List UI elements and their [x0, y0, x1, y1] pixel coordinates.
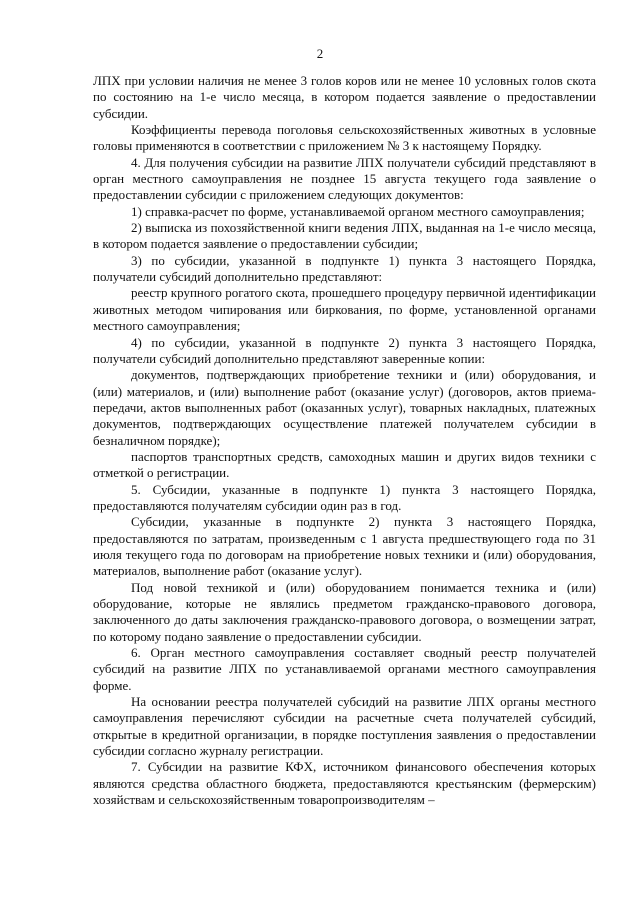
paragraph: 3) по субсидии, указанной в подпункте 1) пункта 3 настоящего Порядка, получатели субсидий дополнительно представляют:	[93, 252, 596, 285]
paragraph: 1) справка-расчет по форме, устанавливаемой органом местного самоуправления;	[131, 203, 585, 219]
paragraph: реестр крупного рогатого скота, прошедшего процедуру первичной идентификации животных методом чипирования или биркования, по форме, установленной органами местного самоуправления;	[93, 285, 596, 334]
document-body	[93, 73, 596, 808]
paragraph: ЛПХ при условии наличия не менее 3 голов коров или не менее 10 условных голов скота по состоянию на 1-е число месяца, в котором подается заявление о предоставлении субсидии.	[93, 73, 596, 121]
paragraph: Под новой техникой и (или) оборудованием понимается техника и (или) оборудование, которые не являлись предметом гражданско-правового договора, заключенного до даты заключения гражданско-правового договора, о возмещении затрат, по которому подано заявление о предоставлении субсидии.	[93, 579, 596, 644]
paragraph: 6. Орган местного самоуправления составляет сводный реестр получателей субсидий на развитие ЛПХ по устанавливаемой органами местного самоуправления форме.	[93, 645, 596, 693]
paragraph: 4. Для получения субсидии на развитие ЛПХ получатели субсидий представляют в орган местного самоуправления не позднее 15 августа текущего года заявление о предоставлении субсидии с приложением следующих документов:	[93, 154, 596, 203]
paragraph: На основании реестра получателей субсидий на развитие ЛПХ органы местного самоуправления перечисляют субсидии на расчетные счета получателей субсидий, открытые в кредитной организации, в порядке поступления заявления о предоставлении субсидии согласно журналу регистрации.	[93, 694, 596, 759]
paragraph: 7. Субсидии на развитие КФХ, источником финансового обеспечения которых являются средства областного бюджета, предоставляются крестьянским (фермерским) хозяйствам и сельскохозяйственным товаропроизводителям –	[93, 759, 596, 808]
paragraph: паспортов транспортных средств, самоходных машин и других видов техники с отметкой о регистрации.	[93, 448, 596, 481]
paragraph: Субсидии, указанные в подпункте 2) пункта 3 настоящего Порядка, предоставляются по затратам, произведенным с 1 августа предшествующего года по 31 июля текущего года по договорам на приобретение новых техники и (или) оборудования, материалов, выполнение работ (оказание услуг).	[93, 514, 596, 579]
paragraph: Коэффициенты перевода поголовья сельскохозяйственных животных в условные головы применяются в соответствии с приложением № 3 к настоящему Порядку.	[93, 122, 596, 154]
paragraph: 4) по субсидии, указанной в подпункте 2) пункта 3 настоящего Порядка, получатели субсидий дополнительно представляют заверенные копии:	[93, 334, 596, 366]
paragraph: документов, подтверждающих приобретение техники и (или) оборудования, и (или) материалов, и (или) выполнение работ (оказание услуг) (договоров, актов приема-передачи, актов выполненных работ (оказанных услуг), товарных накладных, платежных документов, подтверждающих осуществление платежей получателем субсидии в безналичном порядке);	[93, 367, 596, 448]
paragraph: 2) выписка из похозяйственной книги ведения ЛПХ, выданная на 1-е число месяца, в котором подается заявление о предоставлении субсидии;	[93, 220, 596, 252]
page-number: 2	[316, 46, 324, 61]
paragraph: 5. Субсидии, указанные в подпункте 1) пункта 3 настоящего Порядка, предоставляются получателям субсидии один раз в год.	[93, 481, 596, 513]
